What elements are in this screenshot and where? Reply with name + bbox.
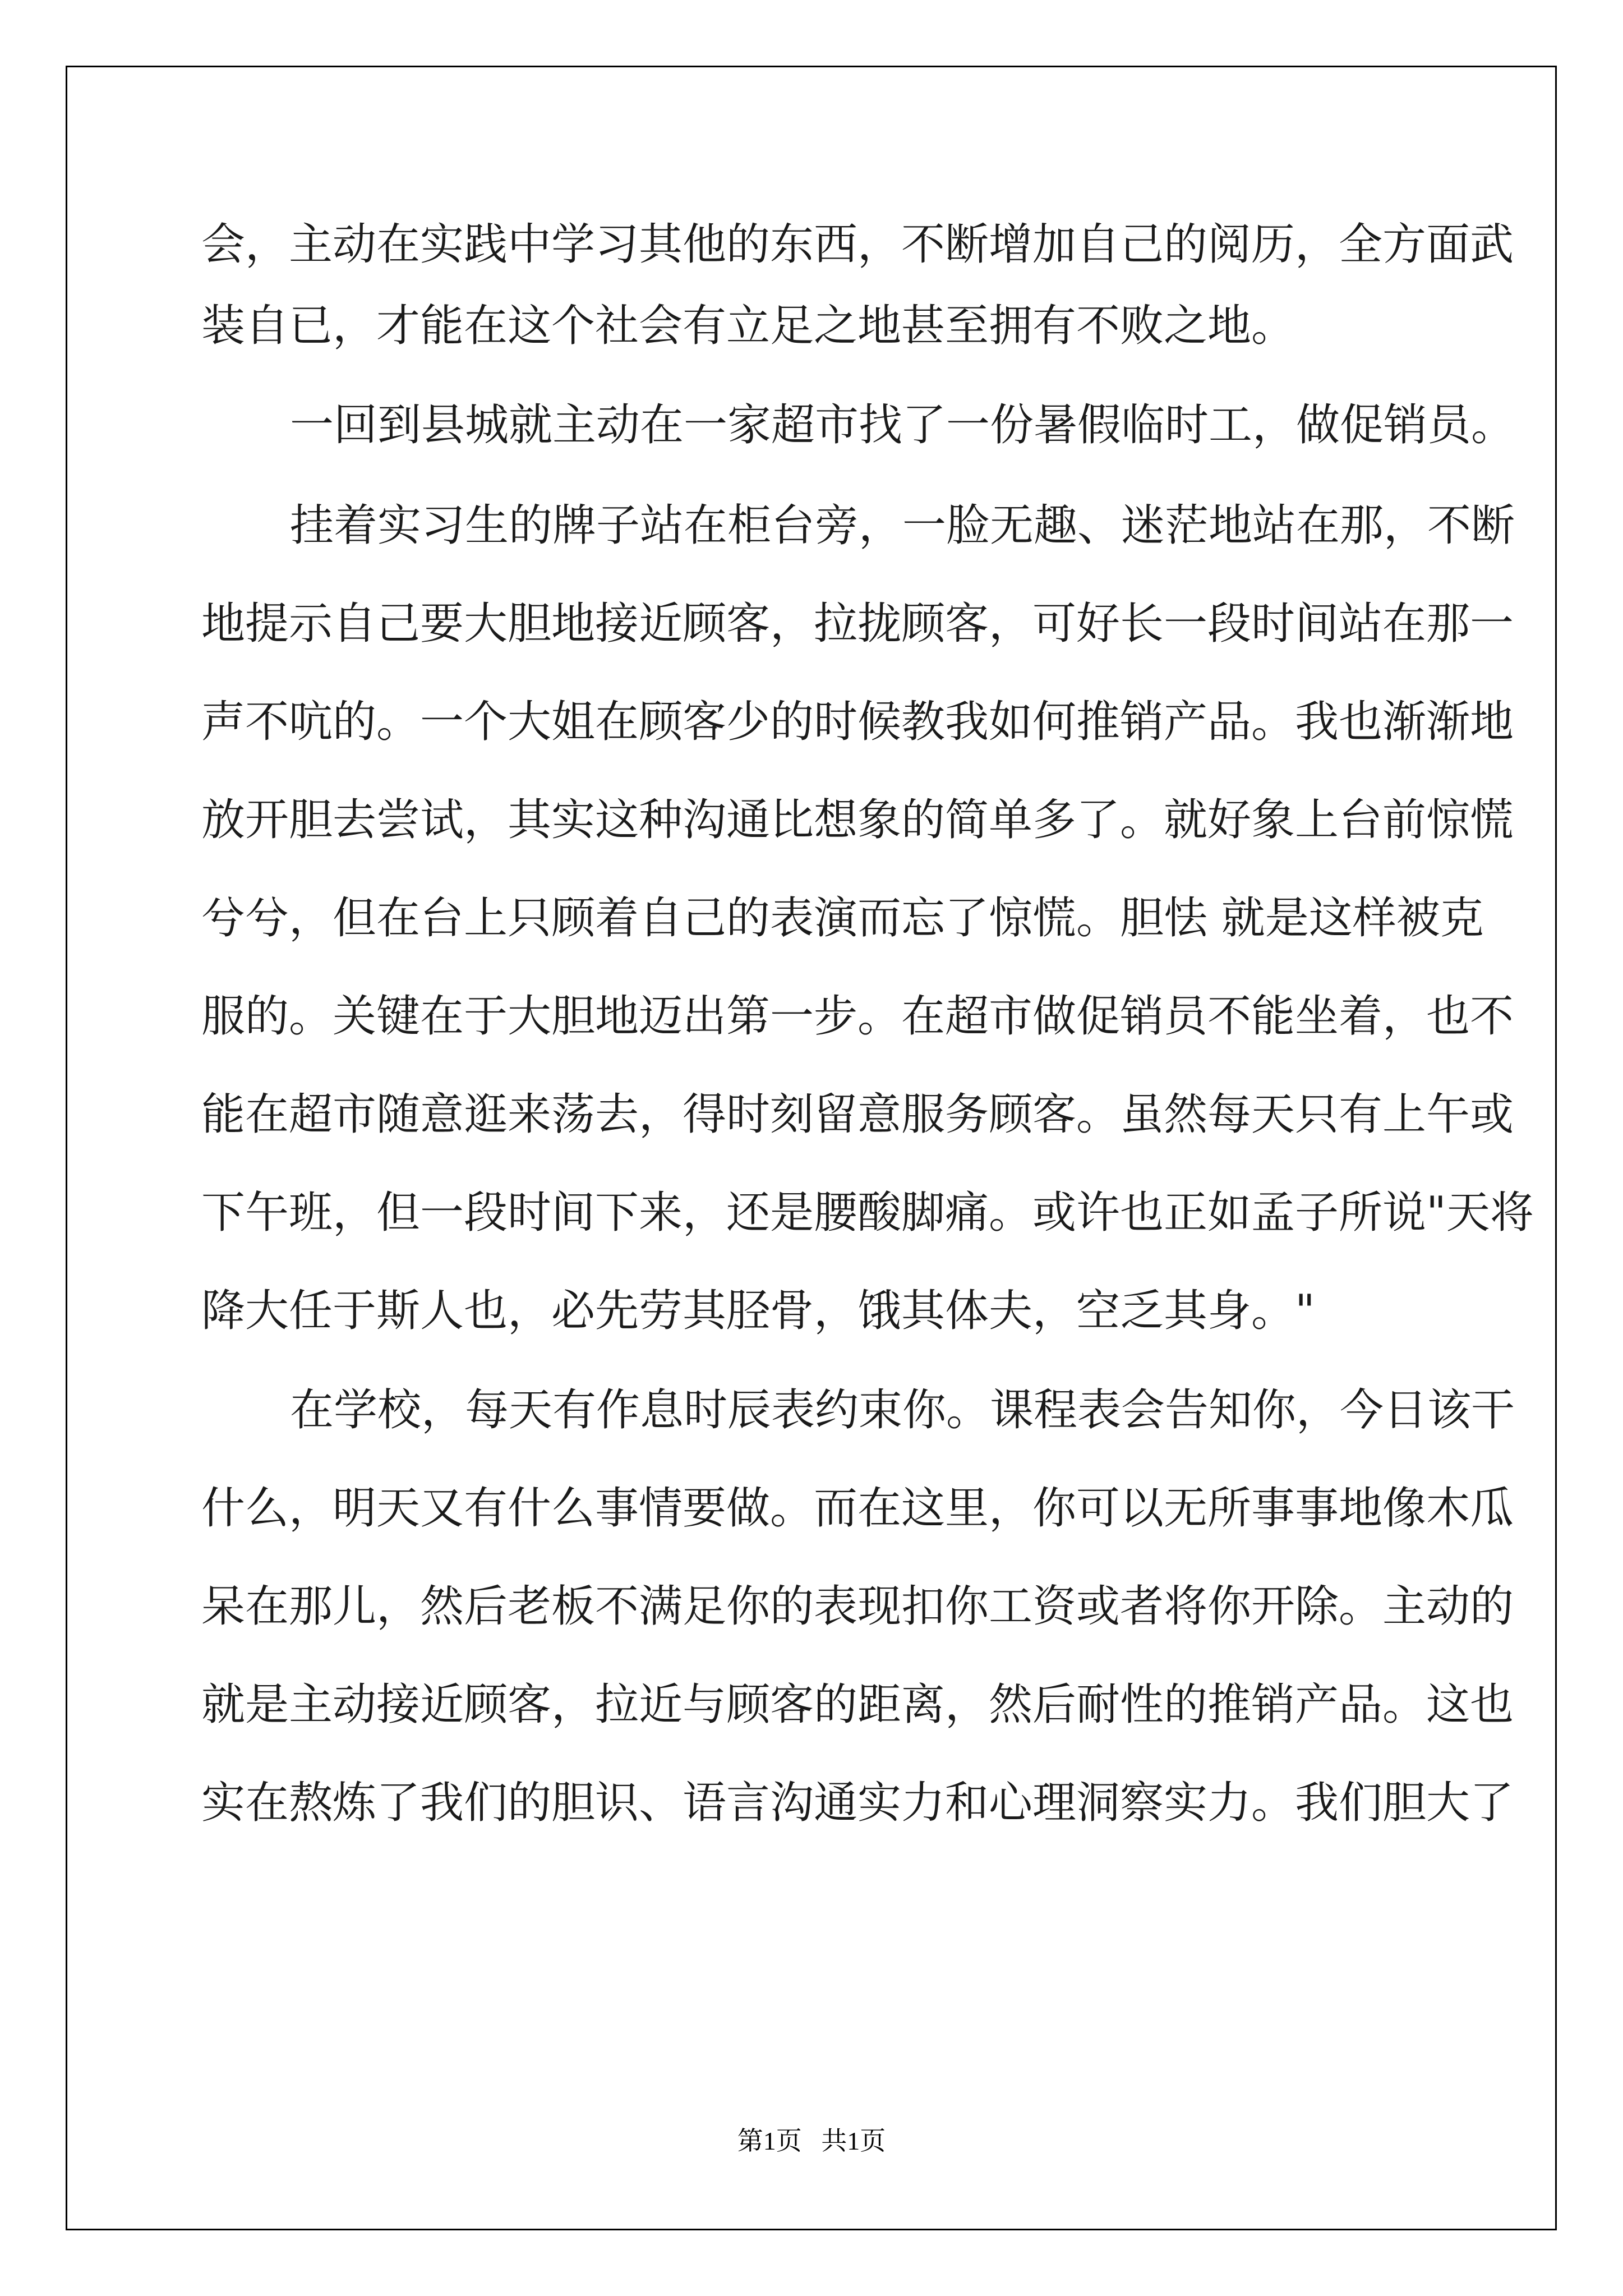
text-line: 地提示自己要大胆地接近顾客，拉拢顾客，可好长一段时间站在那一 — [201, 599, 1514, 649]
text-line: 会，主动在实践中学习其他的东西，不断增加自己的阅历，全方面武 — [201, 219, 1514, 270]
text-line: 放开胆去尝试，其实这种沟通比想象的简单多了。就好象上台前惊慌 — [201, 795, 1514, 845]
text-line: 在学校，每天有作息时辰表约束你。课程表会告知你，今日该干 — [290, 1385, 1515, 1435]
text-line: 兮兮，但在台上只顾着自己的表演而忘了惊慌。胆怯 就是这样被克 — [201, 893, 1484, 944]
text-line: 一回到县城就主动在一家超市找了一份暑假临时工，做促销员。 — [290, 400, 1515, 450]
text-line: 呆在那儿，然后老板不满足你的表现扣你工资或者将你开除。主动的 — [201, 1581, 1514, 1632]
page-footer: 第1页 共1页 — [737, 2127, 886, 2155]
text-line: 什么，明天又有什么事情要做。而在这里，你可以无所事事地像木瓜 — [201, 1483, 1514, 1534]
text-line: 挂着实习生的牌子站在柜台旁，一脸无趣、迷茫地站在那，不断 — [290, 500, 1515, 551]
page-border — [66, 66, 1557, 2230]
text-line: 下午班，但一段时间下来，还是腰酸脚痛。或许也正如孟子所说"天将 — [201, 1188, 1534, 1238]
text-line: 装自已，才能在这个社会有立足之地甚至拥有不败之地。 — [201, 301, 1295, 351]
text-line: 就是主动接近顾客，拉近与顾客的距离，然后耐性的推销产品。这也 — [201, 1680, 1514, 1730]
text-line: 服的。关键在于大胆地迈出第一步。在超市做促销员不能坐着，也不 — [201, 991, 1514, 1042]
text-line: 能在超市随意逛来荡去，得时刻留意服务顾客。虽然每天只有上午或 — [201, 1089, 1514, 1140]
text-line: 声不吭的。一个大姐在顾客少的时候教我如何推销产品。我也渐渐地 — [201, 697, 1514, 747]
text-line: 实在熬炼了我们的胆识、语言沟通实力和心理洞察实力。我们胆大了 — [201, 1778, 1514, 1828]
text-line: 降大任于斯人也，必先劳其胫骨，饿其体夫，空乏其身。" — [201, 1286, 1315, 1336]
